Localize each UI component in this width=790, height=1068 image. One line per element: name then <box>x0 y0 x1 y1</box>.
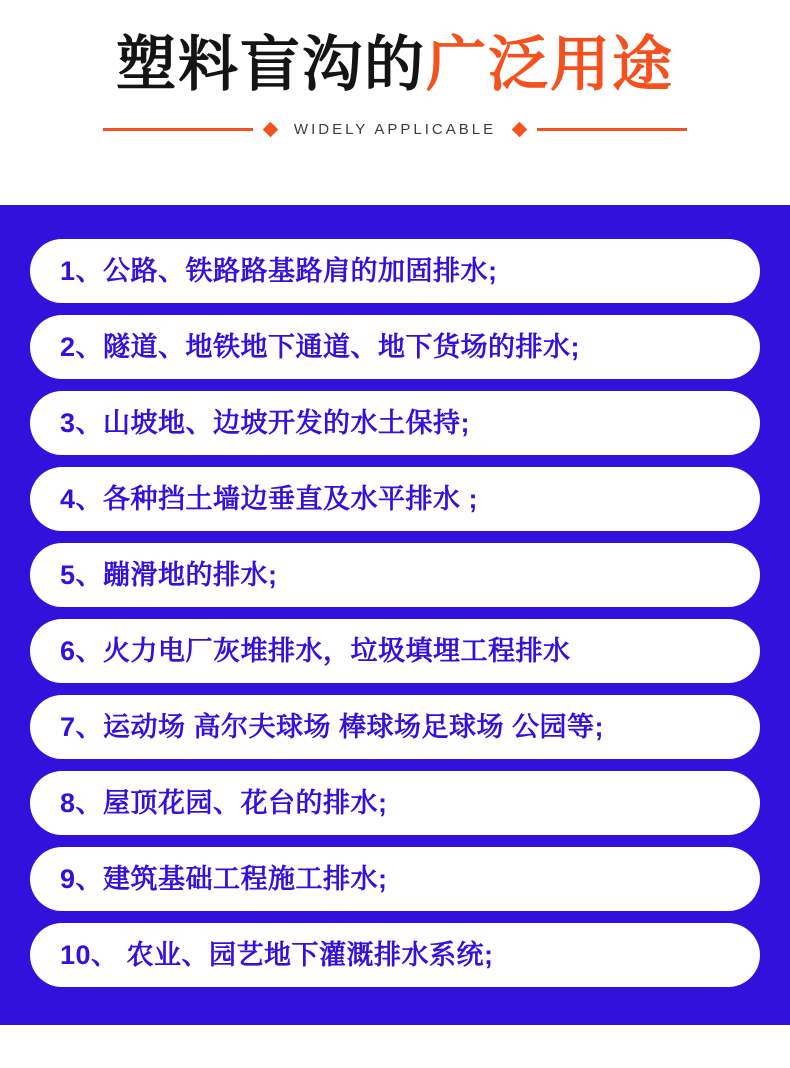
subtitle-row <box>0 121 790 138</box>
list-item <box>30 771 760 835</box>
page-title <box>0 30 790 99</box>
list-item <box>30 467 760 531</box>
page-title-primary: 塑料盲沟的 <box>116 31 426 98</box>
list-item <box>30 923 760 987</box>
list-item-label: 3、山坡地、边坡开发的水土保持; <box>60 407 471 438</box>
list-item-label: 2、隧道、地铁地下通道、地下货场的排水; <box>60 331 581 362</box>
subtitle-text: WIDELY APPLICABLE <box>293 121 497 138</box>
list-item-label: 6、火力电厂灰堆排水，垃圾填埋工程排水 <box>60 635 571 666</box>
list-item-label: 9、建筑基础工程施工排水; <box>60 863 388 894</box>
subtitle-rule-left <box>103 128 253 131</box>
list-item-label: 7、运动场 高尔夫球场 棒球场足球场 公园等; <box>60 711 605 742</box>
list-item-label: 10、 农业、园艺地下灌溉排水系统; <box>60 939 494 970</box>
list-item <box>30 391 760 455</box>
poster-header <box>0 0 790 205</box>
list-item-label: 8、屋顶花园、花台的排水; <box>60 787 388 818</box>
list-item <box>30 315 760 379</box>
list-item <box>30 695 760 759</box>
footer-spacer <box>0 1025 790 1068</box>
list-item-label: 1、公路、铁路路基路肩的加固排水; <box>60 255 498 286</box>
subtitle-rule-right <box>537 128 687 131</box>
list-item <box>30 239 760 303</box>
list-item-label: 4、各种挡土墙边垂直及水平排水 ; <box>60 483 479 514</box>
diamond-icon-right <box>512 122 528 138</box>
list-item <box>30 619 760 683</box>
application-list-panel <box>0 205 790 1025</box>
list-item <box>30 847 760 911</box>
list-item <box>30 543 760 607</box>
application-list <box>30 239 760 987</box>
list-item-label: 5、蹦滑地的排水; <box>60 559 278 590</box>
page-title-highlight: 广泛用途 <box>426 31 674 98</box>
diamond-icon-left <box>263 122 279 138</box>
